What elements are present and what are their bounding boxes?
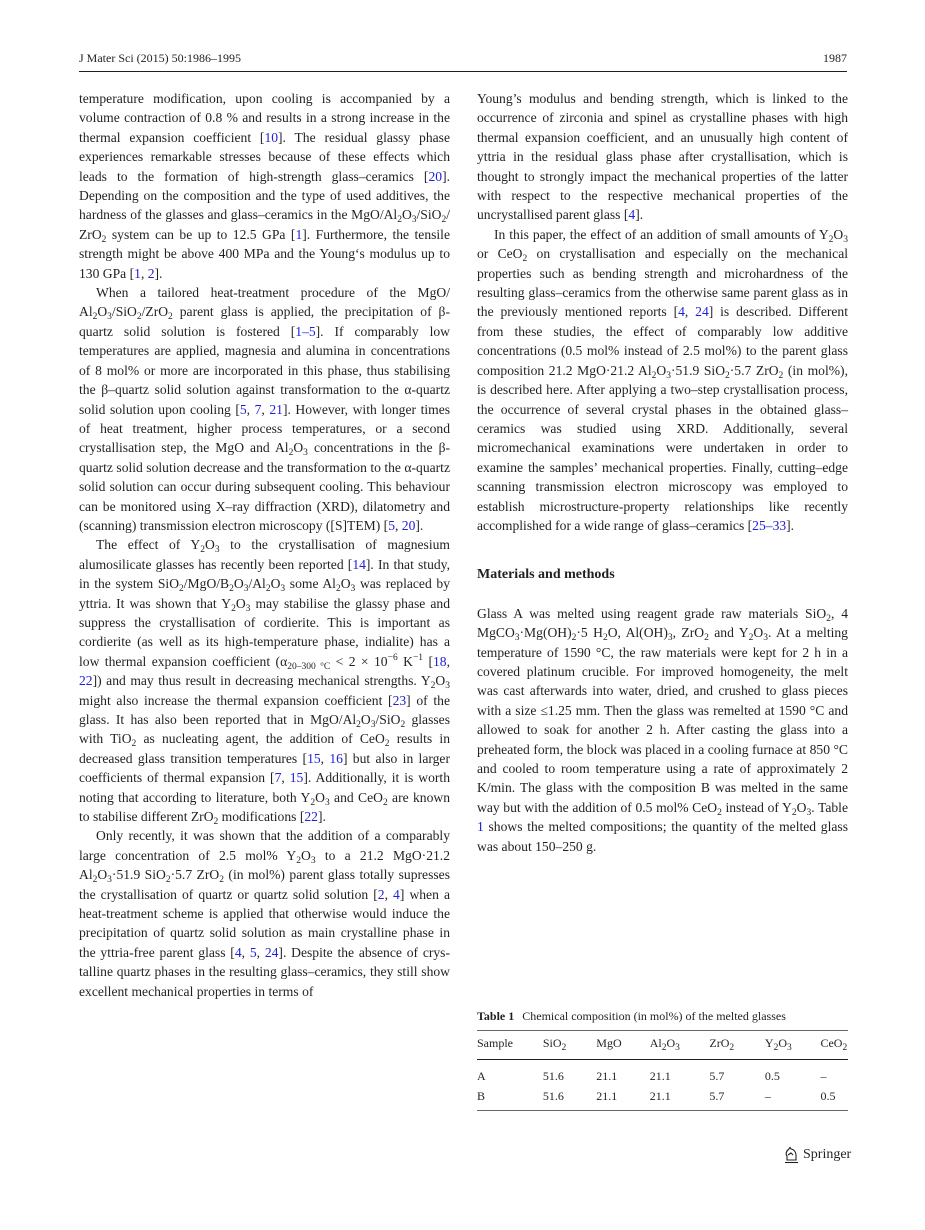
citation-link[interactable]: 21 [269, 401, 283, 417]
springer-chess-knight-icon [783, 1146, 799, 1164]
citation-link[interactable]: 20 [401, 517, 416, 533]
cell-sample: A [477, 1068, 486, 1083]
cell-sio2: 51.6 [542, 1068, 564, 1083]
cell-al2o3: 21.1 [649, 1088, 671, 1103]
paragraph-methods: Glass A was melted using reagent grade raw materials SiO$_2$, 4 $MgCO_3\cdot Mg(OH)_2\cdot 5$ $H_2O$, $Al(OH)_3$, ZrO$_2$ and $Y_2O_3$. At a melting temperature of 1590 °C, the raw materials were kept for 2 h in a covered platinum crucible. For improved homogeneity, the melt was cast afterwards into water, dried, and crushed to glass pieces with a size ≤1.25 mm. Then the glass was remelted at 1590 °C and allowed to soak for another 2 h. After casting the glass into a preheated form, the block was placed in a cooling furnace at 850 °C and cooled to room temperature using a rate of approximately 2 K/min. The glass with the composition B was melted in the same way but with the addition of 0.5 mol% CeO$_2$ instead of $Y_2O_3$. Table 1 shows the melted compositions; the quantity of the melted glass was about 150–250 g. [477, 605, 849, 854]
cell-sio2: 51.6 [542, 1088, 564, 1103]
citation-link[interactable]: 1–5 [295, 323, 316, 339]
table-label: Table 1 [477, 1009, 515, 1023]
paragraph: The effect of $Y_2O_3$ to the crystallisation of magnesium alumosilicate glasses has recently been reported [14]. In that study, in the system $SiO_2/MgO/B_2O_3/Al_2O_3$ some $Al_2O_3$ was replaced by yttria. It was shown that $Y_2O_3$ may stabilise the glassy phase and suppress the crystallisation of cordierite. This is important as cordierite (as well as its high-temperature phase, indialite) has a low thermal expansion coefficient ($\alpha_{20-300 ^\circ C} < 2 \times 10^{-6}$ $K^{-1}$ [18, 22]) and may thus result in decreasing mechanical strengths. $Y_2O_3$ might also increase the thermal expansion coefficient [23] of the glass. It has also been reported that in MgO/$Al_2O_3/SiO_2$ glasses with TiO$_2$ as nucleating agent, the addition of CeO$_2$ results in decreased glass transition temperatures [15, 16] but also in larger coefficients of thermal expansion [7, 15]. Additionally, it is worth noting that according to literature, both $Y_2O_3$ and CeO$_2$ are known to stabilise different ZrO$_2$ modifications [22]. [79, 537, 451, 828]
citation-link[interactable]: 15 [289, 770, 304, 786]
citation-link[interactable]: 2 [147, 265, 155, 281]
citation-link[interactable]: 5 [239, 401, 247, 417]
citation-link[interactable]: 25–33 [752, 517, 787, 533]
table-caption [477, 1008, 848, 1024]
cell-zro2: 5.7 [709, 1068, 725, 1083]
citation-link[interactable]: 14 [352, 556, 366, 572]
table-caption-text: Chemical composition (in mol%) of the melted glasses [522, 1009, 786, 1023]
header-divider [79, 71, 847, 72]
citation-link[interactable]: 4 [678, 304, 685, 320]
cell-al2o3: 21.1 [649, 1068, 671, 1083]
table-header-row [477, 1031, 848, 1060]
citation-link[interactable]: 1 [295, 226, 303, 242]
paragraph: temperature modification, upon cooling is accompanied by a volume contraction of 0.8 % and results in a strong increase in the thermal expansion coefficient [10]. The residual glassy phase experiences remarkable stresses because of these effects which leads to the formation of high-strength glass–ceramics [20]. Depending on the composition and the type of used additives, the hardness of the glasses and glass–ceramics in the MgO/$Al_2O_3/SiO_2/$ ZrO$_2$ system can be up to 12.5 GPa [1]. Furthermore, the tensile strength might be above 400 MPa and the Young‘s modulus up to 130 GPa [1, 2]. [79, 91, 451, 281]
column-header: Sample [477, 1036, 513, 1050]
citation-link[interactable]: 20 [428, 168, 443, 184]
column-header: MgO [596, 1036, 622, 1050]
citation-link[interactable]: 5 [388, 517, 395, 533]
cell-y2o3: 0.5 [764, 1068, 780, 1083]
citation-link[interactable]: 7 [274, 770, 282, 786]
column-header: $Y_2O_3$ [764, 1036, 792, 1053]
paragraph: Young’s modulus and bending strength, which is linked to the occurrence of zirconia and spinel as crystalline phases with high thermal expansion coefficient, and an unusually high content of yttria in the residual glass phase after crystallisation, which is thought to strongly impact the mechanical properties of the latter with respect to the respective mechanical properties of the uncrystallised parent glass [4]. [477, 91, 848, 223]
column-header: $Al_2O_3$ [649, 1036, 680, 1053]
cell-y2o3: – [764, 1088, 771, 1103]
citation-link[interactable]: 22 [79, 673, 93, 689]
citation-link[interactable]: 10 [264, 129, 279, 145]
right-column [477, 89, 848, 856]
column-header: CeO$_2$ [820, 1036, 848, 1053]
section-heading-materials-methods: Materials and methods [477, 567, 615, 583]
publisher-logo [783, 1145, 851, 1165]
cell-ceo2: – [820, 1068, 827, 1083]
citation-link[interactable]: 4 [234, 944, 242, 960]
table-row [477, 1060, 848, 1086]
running-header [79, 50, 847, 66]
cell-zro2: 5.7 [709, 1088, 725, 1103]
citation-link[interactable]: 23 [392, 692, 407, 708]
column-header: SiO$_2$ [542, 1036, 567, 1053]
citation-link[interactable]: 18 [433, 653, 447, 669]
table-1 [477, 1008, 848, 1111]
cell-ceo2: 0.5 [820, 1088, 836, 1103]
citation-link[interactable]: 16 [329, 750, 343, 766]
paragraph: When a tailored heat-treatment procedure of the MgO/ $Al_2O_3/SiO_2/ZrO_2$ parent glass is applied, the precipitation of β-quartz solid solution is fostered [1–5]. If comparably low temperatures are applied, magnesia and alumina in concentrations of 8 mol% or more are incorporated in this phase, thus stabilising the β–quartz solid solution against transformation to the α-quartz solid solution upon cooling [5, 7, 21]. However, with longer times of heat treatment, higher process temperatures, or a second crystallisation step, the MgO and $Al_2O_3$ concentrations in the β-quartz solid solution decrease and the transformation to the α-quartz solid solution can occur during subsequent cooling. This behaviour can be monitored using X–ray diffraction (XRD), dilatometry and (scanning) transmission electron microscopy ([S]TEM) [5, 20]. [79, 285, 451, 533]
column-header: ZrO$_2$ [709, 1036, 735, 1053]
cell-mgo: 21.1 [596, 1068, 618, 1083]
page-number: 1987 [823, 51, 847, 65]
cell-mgo: 21.1 [596, 1088, 618, 1103]
paragraph: In this paper, the effect of an addition of small amounts of $Y_2O_3$ or CeO$_2$ on crystallisation and especially on the mechanical properties such as bending strength and microhardness of the resulting glass–ceramics from the otherwise same parent glass as in the previously mentioned reports [4, 24] is described. Different from these studies, the effect of comparably low additive concentrations (0.5 mol% instead of 2.5 mol%) to the parent glass composition 21.2 MgO·21.2 $Al_2O_3\cdot 51.9$ SiO$_2$·5.7 ZrO$_2$ (in mol%), is described here. After applying a two–step crystallisation process, the occurrence of several crystal phases in the obtained glass–ceramics was studied using XRD. Additionally, several micromechanical examinations were undertaken in order to examine the samples’ mechanical properties. Finally, cutting–edge scanning transmission electron microscopy was employed to establish microstructure-property relationships like recently accomplished for a wide range of glass–ceramics [25–33]. [477, 226, 849, 533]
citation-link[interactable]: 1 [477, 819, 484, 835]
cell-sample: B [477, 1088, 486, 1103]
citation-link[interactable]: 2 [377, 886, 385, 902]
journal-citation: J Mater Sci (2015) 50:1986–1995 [79, 51, 241, 65]
left-column [79, 89, 450, 1001]
citation-link[interactable]: 5 [249, 944, 257, 960]
table-row [477, 1085, 848, 1111]
citation-link[interactable]: 1 [134, 265, 141, 281]
composition-table [477, 1030, 848, 1111]
citation-link[interactable]: 4 [628, 207, 636, 223]
citation-link[interactable]: 22 [304, 809, 318, 825]
publisher-name: Springer [803, 1147, 852, 1162]
citation-link[interactable]: 24 [695, 304, 709, 320]
citation-link[interactable]: 4 [393, 886, 400, 902]
citation-link[interactable]: 24 [264, 944, 279, 960]
citation-link[interactable]: 7 [254, 401, 262, 417]
citation-link[interactable]: 15 [307, 750, 321, 766]
paragraph: Only recently, it was shown that the addition of a comparably large concentration of 2.5 mol% $Y_2O_3$ to a 21.2 MgO·21.2 $Al_2O_3\cdot 51.9$ SiO$_2$·5.7 ZrO$_2$ (in mol%) parent glass totally supresses the crystallisation of quartz or quartz solid solution [2, 4] when a heat-treatment scheme is applied that otherwise would induce the precipitation of quartz solid solution as main crystalline phase in the yttria-free parent glass [4, 5, 24]. Despite the absence of crystalline quartz phases in the resulting glass–ceramics, they still show excellent mechanical properties in terms of [79, 828, 451, 999]
